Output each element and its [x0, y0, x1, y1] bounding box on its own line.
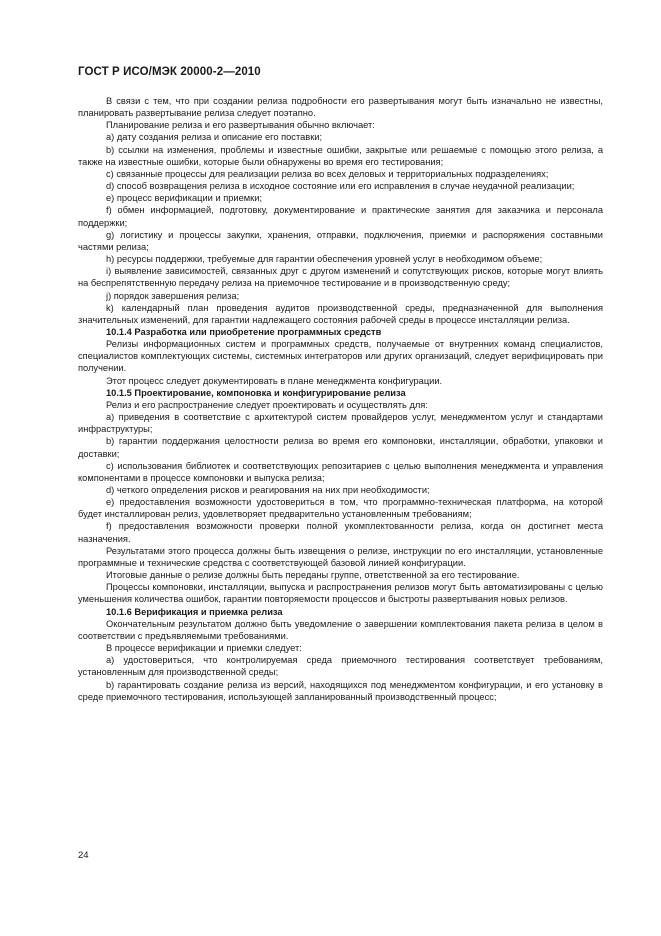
list-item: c) использования библиотек и соответствующих репозитариев с целью выполнения менеджмента и управления компонентами в процессе компоновки и выпуска релиза;: [78, 460, 603, 483]
list-item: k) календарный план проведения аудитов производственной среды, предназначенной для выполнения значительных изменений, для гарантии надлежащего состояния рабочей среды в процессе инсталляции релиза.: [78, 302, 603, 325]
list-item: g) логистику и процессы закупки, хранения, отправки, подключения, приемки и распоряжения составными частями релиза;: [78, 229, 603, 252]
list-item: a) дату создания релиза и описание его поставки;: [106, 132, 323, 143]
page-header: ГОСТ Р ИСО/МЭК 20000-2—2010: [78, 66, 261, 78]
list-item: e) процесс верификации и приемки;: [106, 193, 263, 204]
paragraph: Планирование релиза и его развертывания обычно включает:: [106, 120, 375, 131]
paragraph: Окончательным результатом должно быть уведомление о завершении комплектования пакета релиза в целом в соответствии с предъявляемыми требованиями.: [78, 618, 603, 641]
page-number: 24: [78, 850, 89, 861]
list-item: b) гарантировать создание релиза из версий, находящихся под менеджментом конфигурации, и его установку в среде приемочного тестирования, использующей запланированный производственный процесс;: [78, 679, 603, 702]
list-item: i) выявление зависимостей, связанных друг с другом изменений и сопутствующих рисков, которые могут влиять на беспрепятственную передачу релиза на приемочное тестирование и в производственную среду;: [78, 266, 603, 289]
paragraph: В связи с тем, что при создании релиза подробности его развертывания могут быть изначально не известны, планировать развертывание релиза следует поэтапно.: [78, 96, 603, 119]
section-heading: 10.1.4 Разработка или приобретение программных средств: [106, 326, 382, 337]
list-item: f) обмен информацией, подготовку, документирование и практические занятия для заказчика и персонала поддержки;: [78, 205, 603, 228]
list-item: h) ресурсы поддержки, требуемые для гарантии обеспечения уровней услуг в необходимом объеме;: [106, 254, 543, 265]
section-heading: 10.1.6 Верификация и приемка релиза: [106, 606, 283, 617]
list-item: f) предоставления возможности проверки полной укомплектованности релиза, когда он достигнет места назначения.: [78, 521, 603, 544]
paragraph: Итоговые данные о релизе должны быть переданы группе, ответственной за его тестирование.: [106, 570, 520, 581]
paragraph: Релизы информационных систем и программных средств, получаемые от внутренних команд специалистов, специалистов комплектующих системы, системных интеграторов или других организаций, следует верифицировать при получении.: [78, 339, 603, 374]
list-item: b) ссылки на изменения, проблемы и известные ошибки, закрытые или решаемые с помощью этого релиза, а также на известные ошибки, которые были обнаружены во время его тестирования;: [78, 144, 603, 167]
paragraph: В процессе верификации и приемки следует:: [106, 643, 302, 654]
document-body: [78, 95, 603, 703]
list-item: a) удостовериться, что контролируемая среда приемочного тестирования соответствует требованиям, установленным для производственной среды;: [78, 655, 603, 678]
section-heading: 10.1.5 Проектирование, компоновка и конфигурирование релиза: [106, 387, 406, 398]
paragraph: Этот процесс следует документировать в плане менеджмента конфигурации.: [106, 375, 443, 386]
list-item: b) гарантии поддержания целостности релиза во время его компоновки, инсталляции, обработки, упаковки и доставки;: [78, 436, 603, 459]
paragraph: Процессы компоновки, инсталляции, выпуска и распространения релизов могут быть автоматизированы с целью уменьшения количества ошибок, гарантии повторяемости процессов и быстроты развертывания новых релизов.: [78, 582, 603, 605]
paragraph: Релиз и его распространение следует проектировать и осуществлять для:: [106, 399, 428, 410]
list-item: e) предоставления возможности удостовериться в том, что программно-техническая платформа, на которой будет инсталлирован релиз, удовлетворяет предварительно установленным требованиям;: [78, 497, 603, 520]
list-item: c) связанные процессы для реализации релиза во всех деловых и территориальных подразделениях;: [106, 168, 549, 179]
list-item: d) способ возвращения релиза в исходное состояние или его исправления в случае неудачной реализации;: [106, 181, 575, 192]
paragraph: Результатами этого процесса должны быть извещения о релизе, инструкции по его инсталляции, установленные программные и технические средства с соответствующей базовой линией конфигурации.: [78, 545, 603, 568]
list-item: j) порядок завершения релиза;: [106, 290, 240, 301]
list-item: d) четкого определения рисков и реагирования на них при необходимости;: [106, 485, 430, 495]
list-item: a) приведения в соответствие с архитектурой систем провайдеров услуг, менеджментом услуг и стандартами инфраструктуры;: [78, 412, 603, 435]
